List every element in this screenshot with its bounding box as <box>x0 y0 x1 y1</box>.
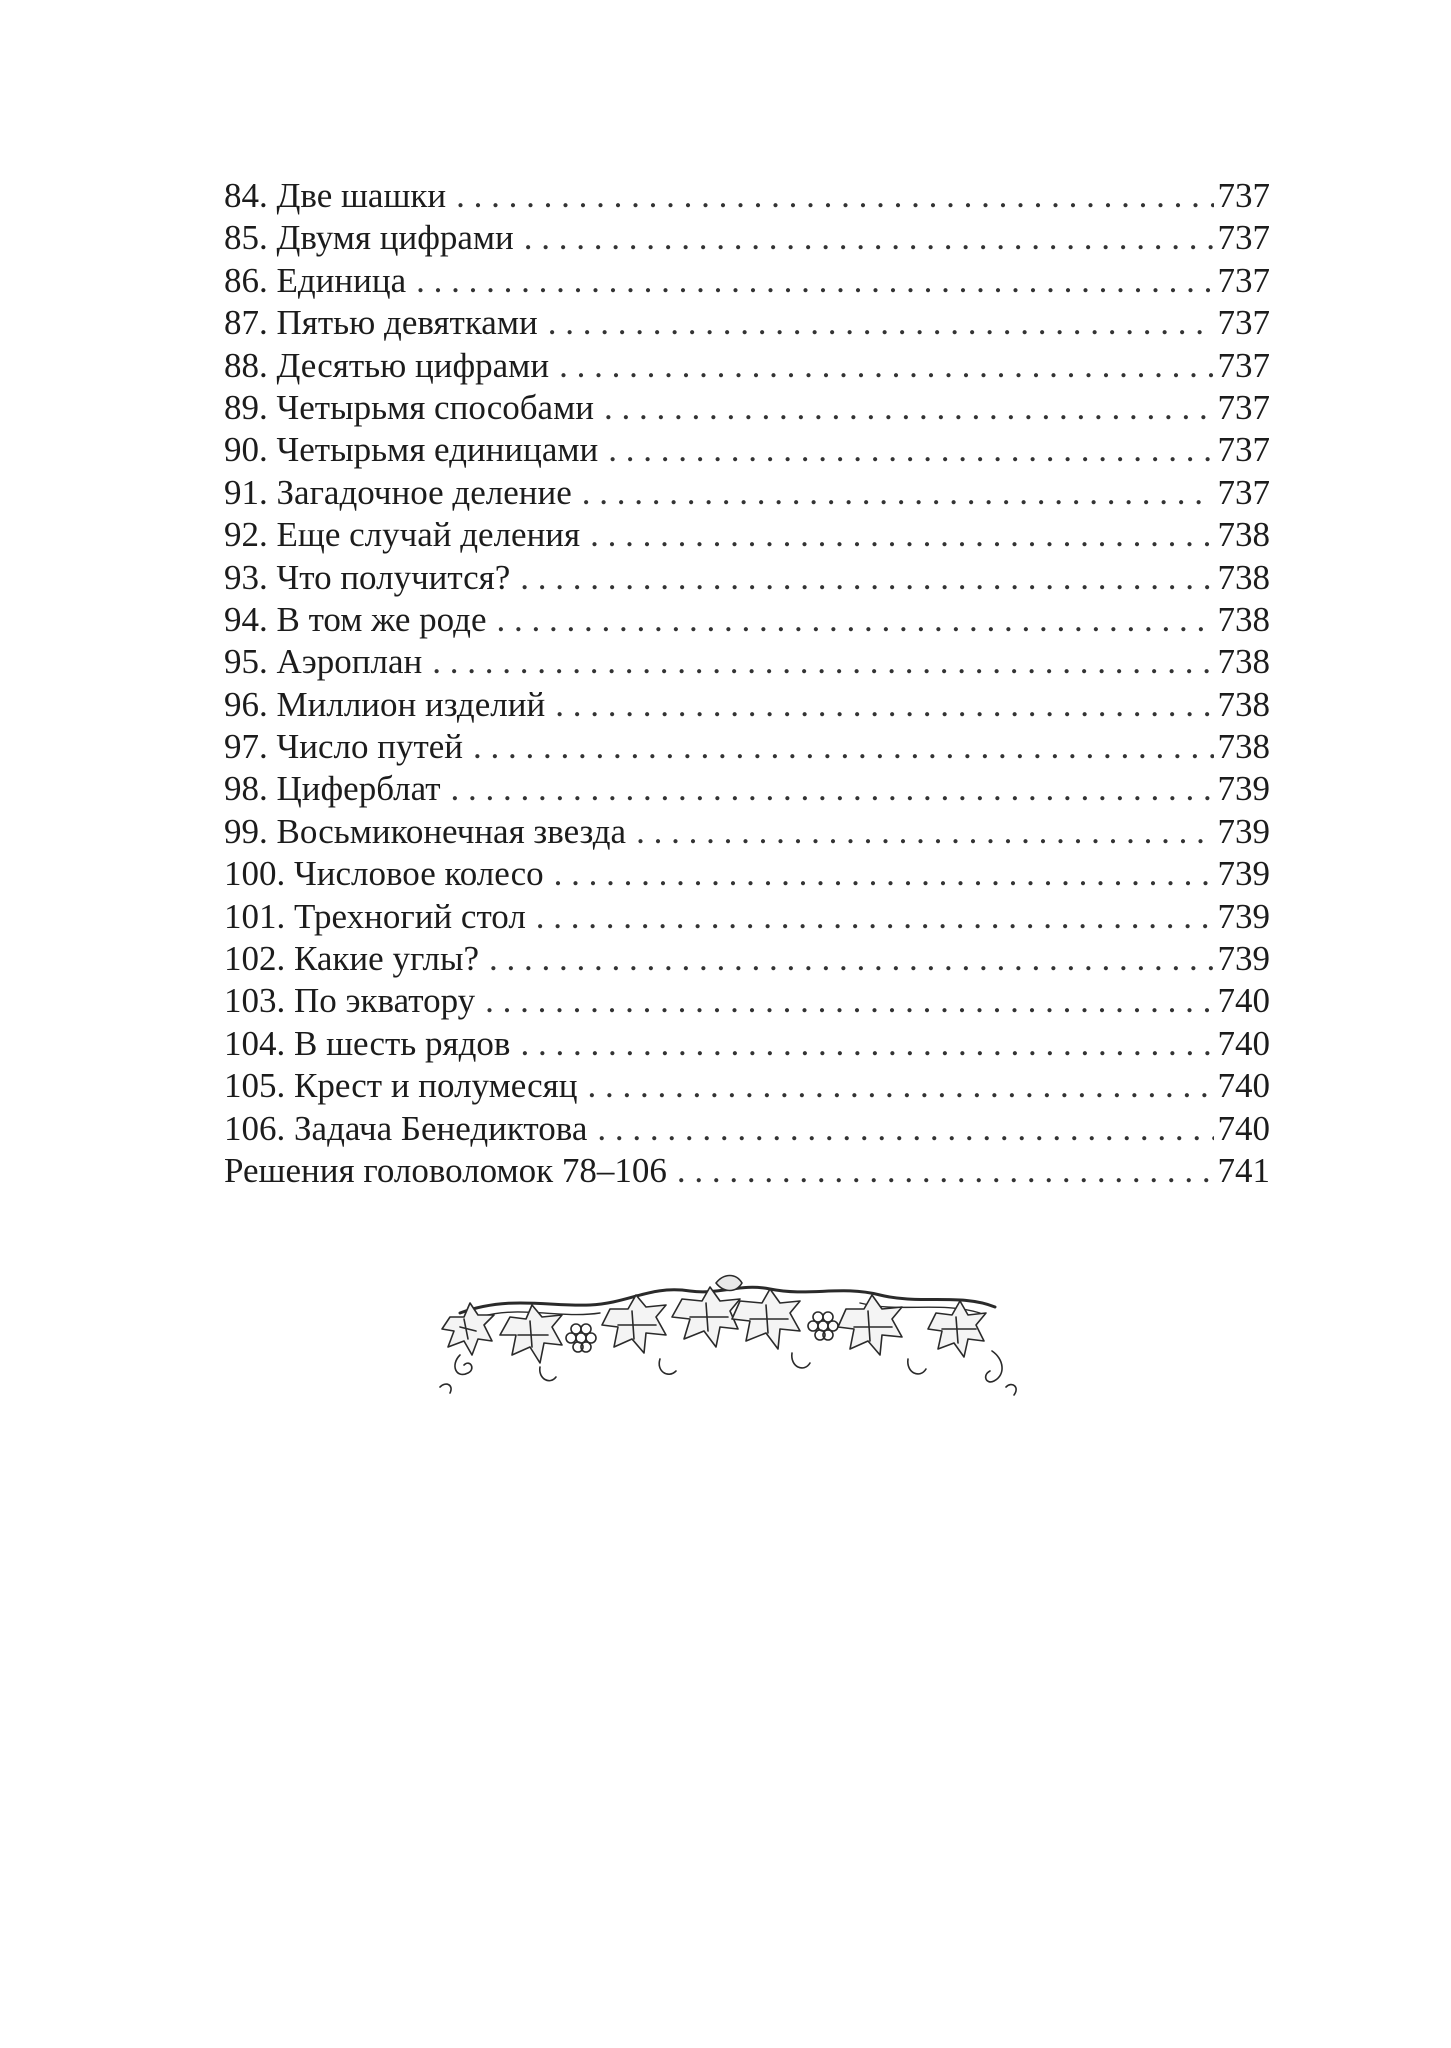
toc-entry[interactable] <box>224 1108 1270 1150</box>
toc-entry-page: 739 <box>1217 769 1270 809</box>
toc-entry-page: 738 <box>1217 599 1270 639</box>
toc-dot-leader <box>608 429 1213 471</box>
toc-entry-title: 89. Четырьмя способами <box>224 387 594 427</box>
toc-entry-page: 738 <box>1217 642 1270 682</box>
toc-dot-leader <box>548 302 1214 344</box>
toc-entry-page: 738 <box>1217 557 1270 597</box>
toc-entry-page: 738 <box>1217 727 1270 767</box>
toc-entry-title: 90. Четырьмя единицами <box>224 430 599 470</box>
toc-entry-title: 99. Восьмиконечная звезда <box>224 811 627 851</box>
toc-dot-leader <box>456 175 1213 217</box>
toc-entry-title: 87. Пятью девятками <box>224 303 538 343</box>
toc-entry[interactable] <box>224 302 1270 344</box>
toc-entry[interactable] <box>224 599 1270 641</box>
toc-entry[interactable] <box>224 641 1270 683</box>
toc-entry-title: 101. Трехногий стол <box>224 896 526 936</box>
toc-entry[interactable] <box>224 811 1270 853</box>
toc-dot-leader <box>555 684 1213 726</box>
toc-entry-page: 737 <box>1217 303 1270 343</box>
toc-entry-title: Решения головоломок 78–106 <box>224 1150 667 1190</box>
toc-dot-leader <box>636 811 1213 853</box>
toc-entry-title: 88. Десятью цифрами <box>224 345 550 385</box>
toc-entry-page: 737 <box>1217 345 1270 385</box>
toc-entry[interactable] <box>224 557 1270 599</box>
toc-entry-page: 739 <box>1217 854 1270 894</box>
toc-entry-title: 85. Двумя цифрами <box>224 218 514 258</box>
toc-entry[interactable] <box>224 1023 1270 1065</box>
toc-entry-page: 737 <box>1217 260 1270 300</box>
toc-entry-page: 738 <box>1217 515 1270 555</box>
toc-dot-leader <box>485 980 1213 1022</box>
toc-entry[interactable] <box>224 938 1270 980</box>
toc-entry-title: 98. Циферблат <box>224 769 441 809</box>
toc-dot-leader <box>497 599 1214 641</box>
toc-entry-page: 737 <box>1217 387 1270 427</box>
toc-entry[interactable] <box>224 980 1270 1022</box>
toc-entry[interactable] <box>224 768 1270 810</box>
toc-entry-title: 84. Две шашки <box>224 176 447 215</box>
toc-entry-title: 94. В том же роде <box>224 599 487 639</box>
toc-dot-leader <box>559 345 1213 387</box>
toc-entry-page: 737 <box>1217 176 1270 215</box>
toc-entry-title: 105. Крест и полумесяц <box>224 1066 578 1106</box>
toc-dot-leader <box>520 557 1213 599</box>
toc-entry[interactable] <box>224 853 1270 895</box>
toc-dot-leader <box>451 768 1214 810</box>
toc-entry-title: 96. Миллион изделий <box>224 684 546 724</box>
toc-dot-leader <box>489 938 1213 980</box>
toc-entry-page: 737 <box>1217 430 1270 470</box>
toc-entry[interactable] <box>224 345 1270 387</box>
toc-dot-leader <box>536 896 1214 938</box>
toc-entry[interactable] <box>224 726 1270 768</box>
toc-entry-title: 93. Что получится? <box>224 557 511 597</box>
toc-entry-page: 740 <box>1217 1108 1270 1148</box>
toc-dot-leader <box>677 1150 1214 1192</box>
toc-entry[interactable] <box>224 175 1270 217</box>
toc-entry[interactable] <box>224 429 1270 471</box>
toc-entry-page: 741 <box>1217 1150 1270 1190</box>
toc-dot-leader <box>588 1065 1214 1107</box>
toc-entry-page: 740 <box>1217 1066 1270 1106</box>
toc-entry-title: 103. По экватору <box>224 981 476 1021</box>
toc-entry[interactable] <box>224 260 1270 302</box>
toc-entry[interactable] <box>224 217 1270 259</box>
toc-entry-title: 86. Единица <box>224 260 407 300</box>
toc-entry-page: 737 <box>1217 218 1270 258</box>
toc-entry[interactable] <box>224 1065 1270 1107</box>
toc-entry-title: 97. Число путей <box>224 727 464 767</box>
toc-dot-leader <box>416 260 1213 302</box>
grapevine-ornament-icon <box>420 1255 1032 1405</box>
toc-entry[interactable] <box>224 1150 1270 1192</box>
toc-dot-leader <box>604 387 1214 429</box>
toc-dot-leader <box>520 1023 1213 1065</box>
toc-entry-title: 104. В шесть рядов <box>224 1023 511 1063</box>
toc-entry-title: 91. Загадочное деление <box>224 472 572 512</box>
toc-entry-title: 95. Аэроплан <box>224 642 423 682</box>
toc-entry[interactable] <box>224 684 1270 726</box>
toc-entry-page: 738 <box>1217 684 1270 724</box>
toc-dot-leader <box>597 1108 1213 1150</box>
toc-entry-page: 740 <box>1217 981 1270 1021</box>
toc-entry-page: 740 <box>1217 1023 1270 1063</box>
toc-entry-page: 737 <box>1217 472 1270 512</box>
toc-dot-leader <box>582 472 1214 514</box>
toc-dot-leader <box>590 514 1213 556</box>
toc-dot-leader <box>524 217 1214 259</box>
toc-entry[interactable] <box>224 472 1270 514</box>
table-of-contents <box>224 175 1270 1192</box>
toc-entry-page: 739 <box>1217 939 1270 979</box>
toc-entry-title: 106. Задача Бенедиктова <box>224 1108 588 1148</box>
toc-entry[interactable] <box>224 896 1270 938</box>
toc-entry-page: 739 <box>1217 811 1270 851</box>
toc-dot-leader <box>473 726 1213 768</box>
toc-entry-page: 739 <box>1217 896 1270 936</box>
toc-entry-title: 100. Числовое колесо <box>224 854 544 894</box>
toc-dot-leader <box>554 853 1214 895</box>
toc-entry[interactable] <box>224 387 1270 429</box>
toc-dot-leader <box>432 641 1213 683</box>
toc-entry-title: 92. Еще случай деления <box>224 515 581 555</box>
toc-entry[interactable] <box>224 514 1270 556</box>
toc-entry-title: 102. Какие углы? <box>224 939 480 979</box>
